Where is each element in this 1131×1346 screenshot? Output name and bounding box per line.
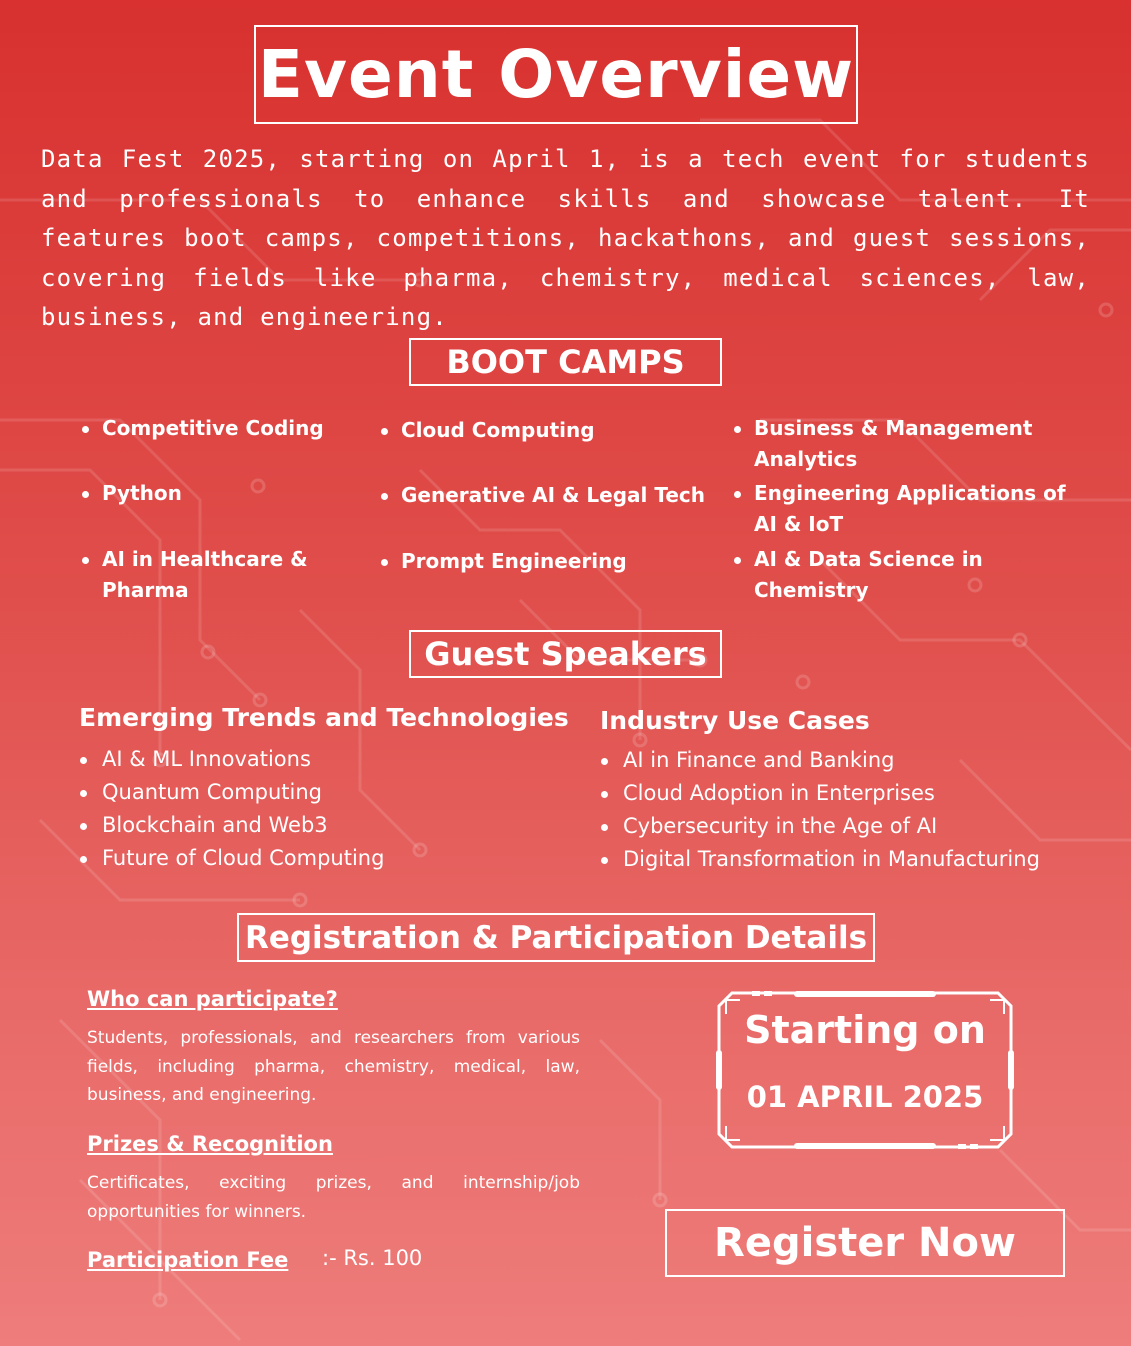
bootcamp-item: Business & Management Analytics xyxy=(732,413,1052,475)
list-item: Blockchain and Web3 xyxy=(78,809,384,842)
who-can-participate-heading: Who can participate? xyxy=(87,987,338,1011)
speakers-right-list xyxy=(599,744,1040,876)
speakers-left-heading: Emerging Trends and Technologies xyxy=(79,703,569,732)
participation-fee-value: :- Rs. 100 xyxy=(322,1246,423,1270)
list-item: Cybersecurity in the Age of AI xyxy=(599,810,1040,843)
bootcamp-item: Generative AI & Legal Tech xyxy=(379,480,719,511)
start-date-value: 01 APRIL 2025 xyxy=(746,1080,984,1114)
bootcamp-item: Python xyxy=(80,478,340,509)
event-intro-text: Data Fest 2025, starting on April 1, is a tech event for students and professionals to enhance skills and showcase talent. It features boot camps, competitions, hackathons, and guest sessions, covering fields like pharma, chemistry, medical sciences, law, business, and engineering. xyxy=(41,145,1090,331)
bootcamp-item: Prompt Engineering xyxy=(379,546,699,577)
start-date-badge xyxy=(716,990,1014,1150)
speakers-right-heading: Industry Use Cases xyxy=(600,706,870,735)
who-can-participate-text: Students, professionals, and researchers from various fields, including pharma, chemistry, medical, law, business, and engineering. xyxy=(87,1028,580,1105)
prizes-heading: Prizes & Recognition xyxy=(87,1132,333,1156)
starting-on-label: Starting on xyxy=(744,1008,986,1052)
bootcamp-item: Engineering Applications of AI & IoT xyxy=(732,478,1072,540)
prizes-text: Certificates, exciting prizes, and internship/job opportunities for winners. xyxy=(87,1173,580,1222)
bootcamp-item: AI & Data Science in Chemistry xyxy=(732,544,1002,606)
bootcamps-title: BOOT CAMPS xyxy=(409,338,722,386)
list-item: Future of Cloud Computing xyxy=(78,842,384,875)
list-item: AI in Finance and Banking xyxy=(599,744,1040,777)
guest-speakers-title: Guest Speakers xyxy=(409,630,722,678)
list-item: Quantum Computing xyxy=(78,776,384,809)
speakers-left-list xyxy=(78,743,384,875)
list-item: Digital Transformation in Manufacturing xyxy=(599,843,1040,876)
participation-fee-label: Participation Fee xyxy=(87,1248,289,1272)
bootcamp-item: AI in Healthcare & Pharma xyxy=(80,544,320,606)
bootcamp-item: Competitive Coding xyxy=(80,413,340,444)
list-item: AI & ML Innovations xyxy=(78,743,384,776)
list-item: Cloud Adoption in Enterprises xyxy=(599,777,1040,810)
event-overview-title: Event Overview xyxy=(254,25,858,124)
bootcamp-item: Cloud Computing xyxy=(379,415,699,446)
register-now-button[interactable]: Register Now xyxy=(665,1209,1065,1277)
registration-title: Registration & Participation Details xyxy=(237,913,875,962)
